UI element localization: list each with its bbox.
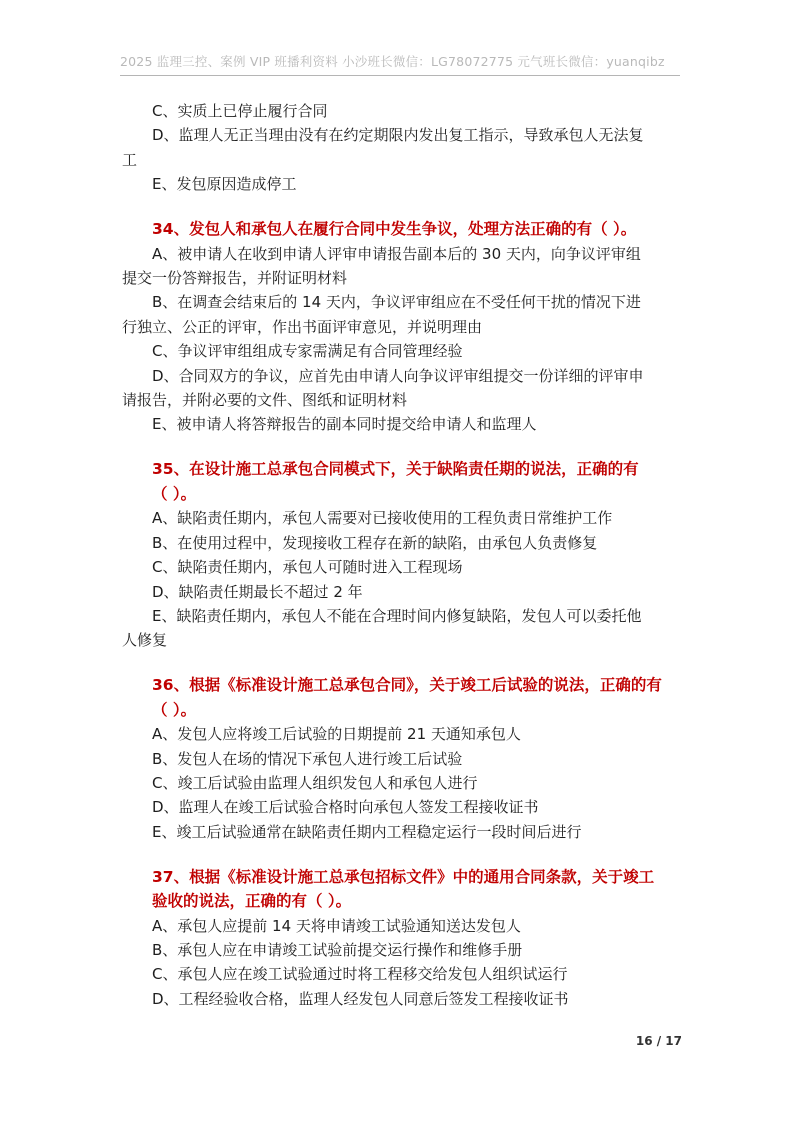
answer-option-continued: 人修复 <box>122 631 168 650</box>
question-list <box>122 197 682 1012</box>
question-spacer <box>122 653 682 674</box>
question-block <box>122 217 682 437</box>
question-title: （ ）。 <box>152 700 197 719</box>
option-c: C、实质上已停止履行合同 <box>152 102 328 120</box>
page-number: 16 / 17 <box>635 1034 682 1048</box>
answer-option-continued: 行独立、公正的评审，作出书面评审意见，并说明理由 <box>122 317 483 336</box>
question-title: 36、根据《标准设计施工总承包合同》，关于竣工后试验的说法，正确的有 <box>152 676 662 695</box>
answer-option: E、缺陷责任期内，承包人不能在合理时间内修复缺陷，发包人可以委托他 <box>152 606 642 625</box>
answer-option: A、发包人应将竣工后试验的日期提前 21 天通知承包人 <box>152 725 521 744</box>
answer-option: D、监理人在竣工后试验合格时向承包人签发工程接收证书 <box>152 798 539 817</box>
answer-option-continued: 请报告，并附必要的文件、图纸和证明材料 <box>122 391 408 410</box>
question-block <box>122 865 682 1011</box>
answer-option: C、竣工后试验由监理人组织发包人和承包人进行 <box>152 773 478 792</box>
answer-option: A、缺陷责任期内，承包人需要对已接收使用的工程负责日常维护工作 <box>152 509 613 528</box>
answer-option: B、在使用过程中，发现接收工程存在新的缺陷，由承包人负责修复 <box>152 533 598 552</box>
question-spacer <box>122 197 682 218</box>
question-title: 35、在设计施工总承包合同模式下，关于缺陷责任期的说法，正确的有 <box>152 460 639 479</box>
question-title: 验收的说法，正确的有（ ）。 <box>152 892 352 911</box>
question-title: 34、发包人和承包人在履行合同中发生争议，处理方法正确的有（ ）。 <box>152 220 637 239</box>
question-title: 37、根据《标准设计施工总承包招标文件》中的通用合同条款，关于竣工 <box>152 867 655 886</box>
option-e: E、发包原因造成停工 <box>152 175 297 194</box>
question-block <box>122 457 682 652</box>
question-block <box>122 673 682 844</box>
header-divider <box>120 75 680 76</box>
answer-option: D、工程经验收合格，监理人经发包人同意后签发工程接收证书 <box>152 989 569 1008</box>
answer-option: C、缺陷责任期内，承包人可随时进入工程现场 <box>152 558 463 577</box>
page-header: 2025 监理三控、案例 VIP 班播利资料 小沙班长微信：LG78072775 元气班长微信：yuanqibz <box>120 54 665 69</box>
answer-option: D、缺陷责任期最长不超过 2 年 <box>152 582 363 601</box>
answer-option-continued: 提交一份答辩报告，并附证明材料 <box>122 269 348 288</box>
answer-option: A、被申请人在收到申请人评审申请报告副本后的 30 天内，向争议评审组 <box>152 244 641 263</box>
option-d: D、监理人无正当理由没有在约定期限内发出复工指示，导致承包人无法复 <box>152 126 644 145</box>
continuation-options <box>122 99 682 197</box>
answer-option: B、承包人应在申请竣工试验前提交运行操作和维修手册 <box>152 940 523 959</box>
answer-option: C、争议评审组组成专家需满足有合同管理经验 <box>152 342 463 361</box>
option-d-continued: 工 <box>122 150 138 169</box>
answer-option: E、竣工后试验通常在缺陷责任期内工程稳定运行一段时间后进行 <box>152 822 582 841</box>
question-spacer <box>122 844 682 865</box>
answer-option: B、在调查会结束后的 14 天内，争议评审组应在不受任何干扰的情况下进 <box>152 293 641 312</box>
answer-option: B、发包人在场的情况下承包人进行竣工后试验 <box>152 749 463 768</box>
question-spacer <box>122 437 682 458</box>
document-body <box>122 99 682 1011</box>
answer-option: E、被申请人将答辩报告的副本同时提交给申请人和监理人 <box>152 415 537 434</box>
answer-option: A、承包人应提前 14 天将申请竣工试验通知送达发包人 <box>152 916 521 935</box>
answer-option: D、合同双方的争议，应首先由申请人向争议评审组提交一份详细的评审申 <box>152 366 644 385</box>
question-title: （ ）。 <box>152 484 197 503</box>
answer-option: C、承包人应在竣工试验通过时将工程移交给发包人组织试运行 <box>152 965 568 984</box>
